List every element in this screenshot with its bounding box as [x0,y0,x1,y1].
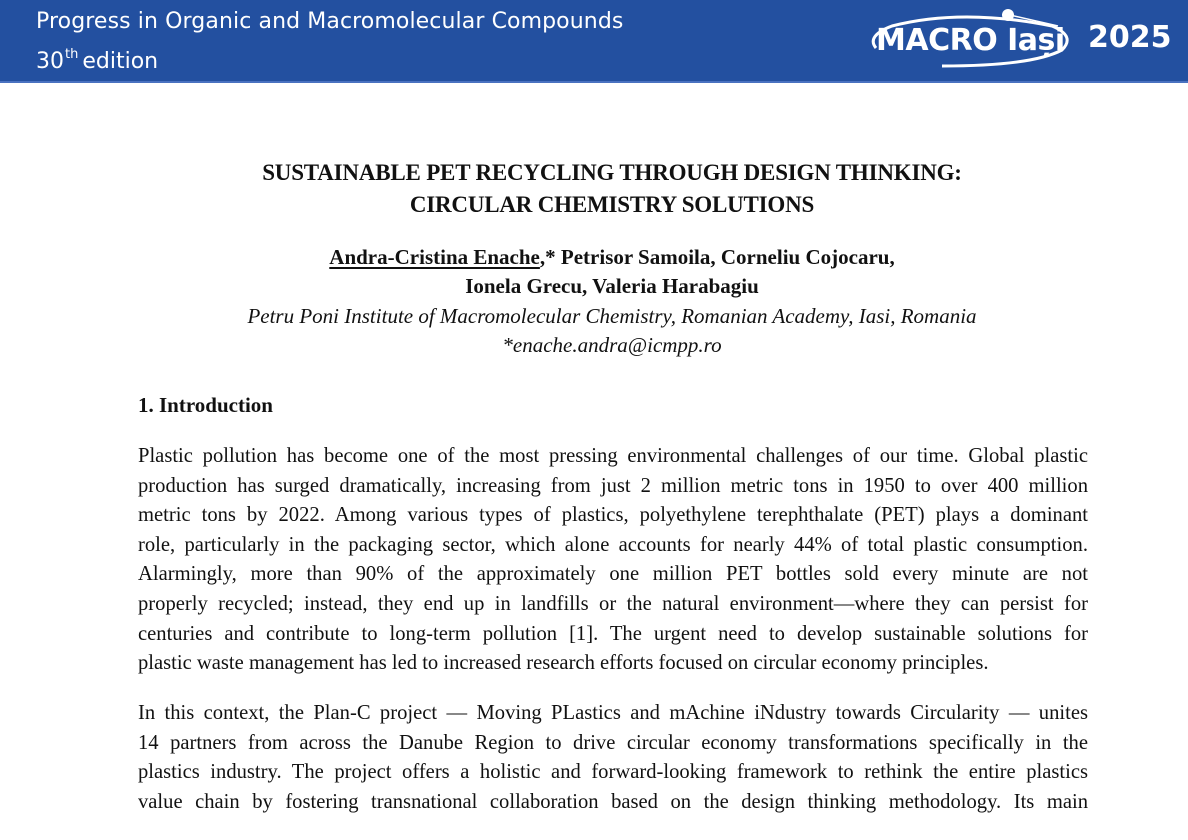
text-line: metric tons by 2022. Among various types of plastics, polyethylene terephthalate (PET) plays a dominant [138,504,1088,527]
conference-title: Progress in Organic and Macromolecular Compounds [36,9,624,34]
paragraph-1 [138,442,1088,679]
presenting-author: Andra-Cristina Enache [329,245,540,269]
text-line: plastics industry. The project offers a holistic and forward-looking framework to rethink the entire plastics [138,761,1088,784]
text-line: centuries and contribute to long-term pollution [1]. The urgent need to develop sustainable solutions for [138,622,1088,645]
text-line: Alarmingly, more than 90% of the approximately one million PET bottles sold every minute are not [138,563,1088,586]
edition-number: 30 [36,49,64,74]
conference-edition [36,40,158,77]
macro-iasi-logo [862,6,1086,72]
text-line: value chain by fostering transnational collaboration based on the design thinking methodology. Its main [138,790,1088,813]
edition-word: edition [82,49,159,74]
text-line: Plastic pollution has become one of the most pressing environmental challenges of our time. Global plastic [138,445,1088,467]
corresponding-email: *enache.andra@icmpp.ro [502,333,722,357]
text-line: 14 partners from across the Danube Region to drive circular economy transformations specifically in the [138,731,1088,754]
affiliation: Petru Poni Institute of Macromolecular Chemistry, Romanian Academy, Iasi, Romania [247,304,977,328]
authors-line-2: Ionela Grecu, Valeria Harabagiu [465,274,759,298]
text-line: plastic waste management has led to increased research efforts focused on circular economy principles. [138,652,989,675]
co-authors: ,* Petrisor Samoila, Corneliu Cojocaru, [539,245,895,269]
paper-title-line-1: SUSTAINABLE PET RECYCLING THROUGH DESIGN THINKING: [262,160,962,185]
text-line: production has surged dramatically, increasing from just 2 million metric tons in 1950 to over 400 million [138,474,1088,497]
conference-banner [0,0,1188,83]
conference-year: 2025 [1088,20,1172,55]
logo-text: MACRO Iași [876,23,1065,58]
text-line: In this context, the Plan-C project — Moving PLastics and mAchine iNdustry towards Circularity — unites [138,702,1088,724]
text-line: role, particularly in the packaging sector, which alone accounts for nearly 44% of total plastic consumption. [138,533,1088,556]
section-heading: 1. Introduction [138,393,273,417]
text-line: properly recycled; instead, they end up in landfills or the natural environment—where they can persist for [138,592,1088,615]
edition-suffix: th [65,47,79,62]
paper-title-line-2: CIRCULAR CHEMISTRY SOLUTIONS [409,192,815,217]
paragraph-2 [138,699,1088,817]
authors-line-1 [0,245,1188,270]
